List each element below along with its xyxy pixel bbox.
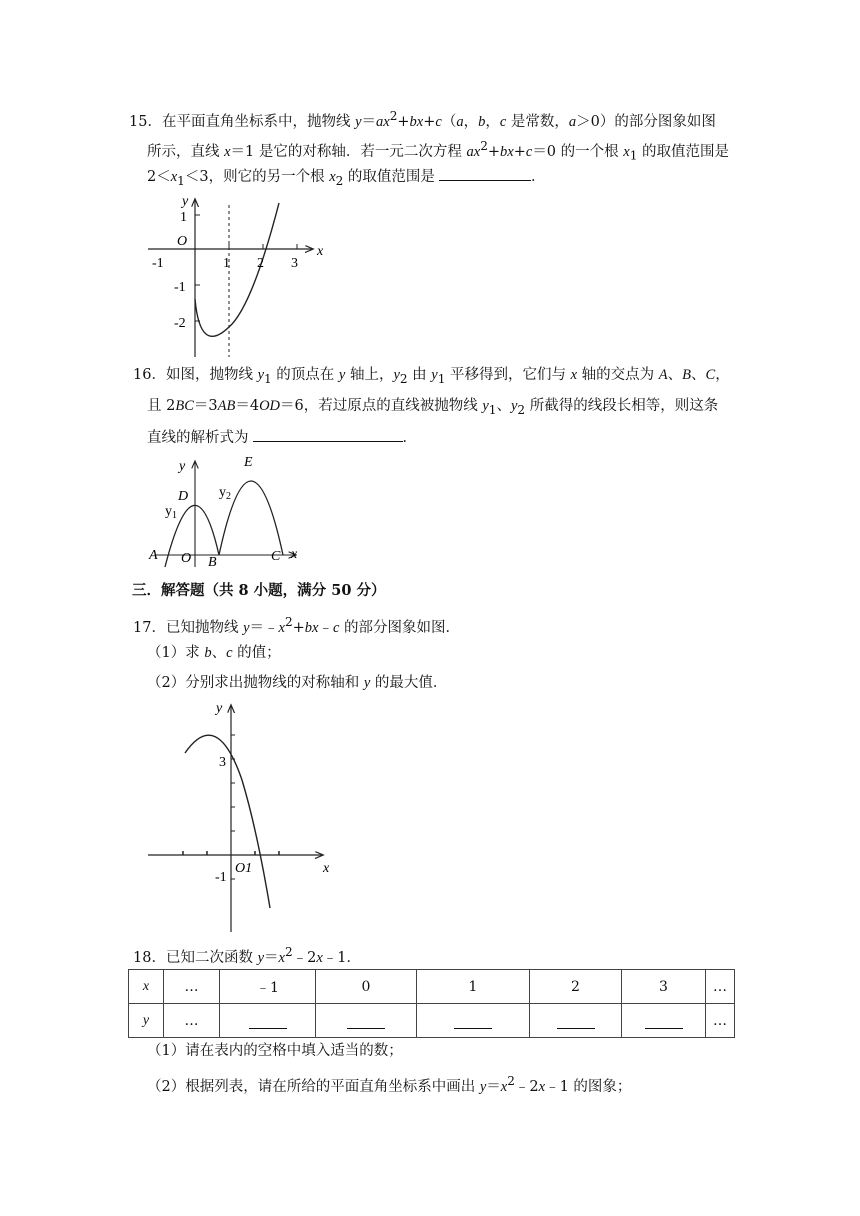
q17-part2: （2）分别求出抛物线的对称轴和 y 的最大值．: [147, 675, 448, 691]
origin-label: O1: [235, 861, 253, 876]
answer-blank[interactable]: [253, 427, 403, 442]
label-y2: $y_2$: [219, 485, 231, 502]
answer-blank[interactable]: [557, 1012, 595, 1029]
table-row: [129, 970, 735, 1004]
y-label: y: [182, 194, 189, 209]
label-D: D: [178, 489, 189, 504]
q18-part1: （1）请在表内的空格中填入适当的数；: [147, 1043, 403, 1059]
table-cell: …: [706, 970, 735, 1004]
q15-line3: $2<x_1<3$，则它的另一个根 $x_2$ 的取值范围是 ．: [147, 166, 545, 191]
tick-label: -1: [152, 256, 164, 271]
q18-part2: （2）根据列表，请在所给的平面直角坐标系中画出 $y=x^2﹣2x﹣1$ 的图象；: [147, 1074, 632, 1095]
tick-label-3: 3: [219, 755, 226, 770]
q17-graph: [145, 700, 345, 935]
table-cell: [530, 1004, 622, 1038]
table-cell: y: [129, 1004, 164, 1038]
q16-graph: [145, 452, 305, 572]
q15-line1: 15．在平面直角坐标系中，抛物线 $y=ax^2+bx+c(a$，b，c 是常数，a＞0）的部分图象如图: [129, 109, 716, 130]
q16-line1: 16．如图，抛物线 $y_1$ 的顶点在 y 轴上，$y_2$ 由 $y_1$ 平移得到，它们与 x 轴的交点为 A、B、C，: [133, 367, 730, 386]
x-label: x: [317, 244, 324, 259]
q18-line1: 18．已知二次函数 $y=x^2﹣2x﹣1$．: [133, 945, 362, 966]
q15-line2: 所示，直线 x＝1 是它的对称轴．若一元二次方程 $ax^2+bx+c=0$ 的一个根 $x_1$ 的取值范围是: [147, 139, 729, 163]
table-cell: 1: [417, 970, 530, 1004]
table-cell: 0: [316, 970, 417, 1004]
answer-blank[interactable]: [439, 166, 531, 181]
label-x: x: [291, 547, 298, 562]
label-O: O: [181, 551, 192, 566]
label-E: E: [244, 455, 253, 470]
tick-label: 2: [257, 256, 264, 271]
table-cell: …: [164, 1004, 220, 1038]
table-cell: 3: [622, 970, 706, 1004]
answer-blank[interactable]: [454, 1012, 492, 1029]
q15-graph: [140, 195, 340, 360]
table-cell: …: [164, 970, 220, 1004]
parabola: [185, 735, 270, 908]
parabola: [195, 203, 279, 336]
table-cell: [417, 1004, 530, 1038]
tick-label-neg1: -1: [215, 870, 227, 885]
table-row: [129, 1004, 735, 1038]
answer-blank[interactable]: [347, 1012, 385, 1029]
q17-part1: （1）求 b、c 的值；: [147, 645, 281, 661]
q16-line2: 且 2BC＝3AB＝4OD＝6，若过原点的直线被抛物线 $y_1$、$y_2$ 所截得的线段长相等，则这条: [147, 398, 719, 417]
table-cell: x: [129, 970, 164, 1004]
tick-label: 1: [223, 256, 230, 271]
table-cell: [316, 1004, 417, 1038]
label-y1: $y_1$: [165, 504, 177, 521]
tick-label: 1: [180, 210, 187, 225]
table-cell: ﹣1: [220, 970, 316, 1004]
table-cell: [622, 1004, 706, 1038]
label-C: C: [271, 549, 281, 564]
tick-label: -1: [174, 280, 186, 295]
q17-line1: 17．已知抛物线 $y=﹣x^2+bx﹣c$ 的部分图象如图．: [133, 615, 461, 636]
tick-label: 3: [291, 256, 298, 271]
table-cell: …: [706, 1004, 735, 1038]
q16-line3: 直线的解析式为 ．: [147, 427, 417, 448]
y-label: y: [216, 701, 223, 716]
value-table: [128, 969, 735, 1038]
label-y: y: [179, 459, 186, 474]
answer-blank[interactable]: [645, 1012, 683, 1029]
tick-label: -2: [174, 316, 186, 331]
x-label: x: [323, 861, 330, 876]
origin-label: O: [177, 234, 188, 249]
section-heading: 三．解答题（共 8 小题，满分 50 分）: [132, 582, 386, 599]
table-cell: 2: [530, 970, 622, 1004]
label-A: A: [149, 548, 158, 563]
label-B: B: [208, 555, 217, 570]
answer-blank[interactable]: [249, 1012, 287, 1029]
table-cell: [220, 1004, 316, 1038]
